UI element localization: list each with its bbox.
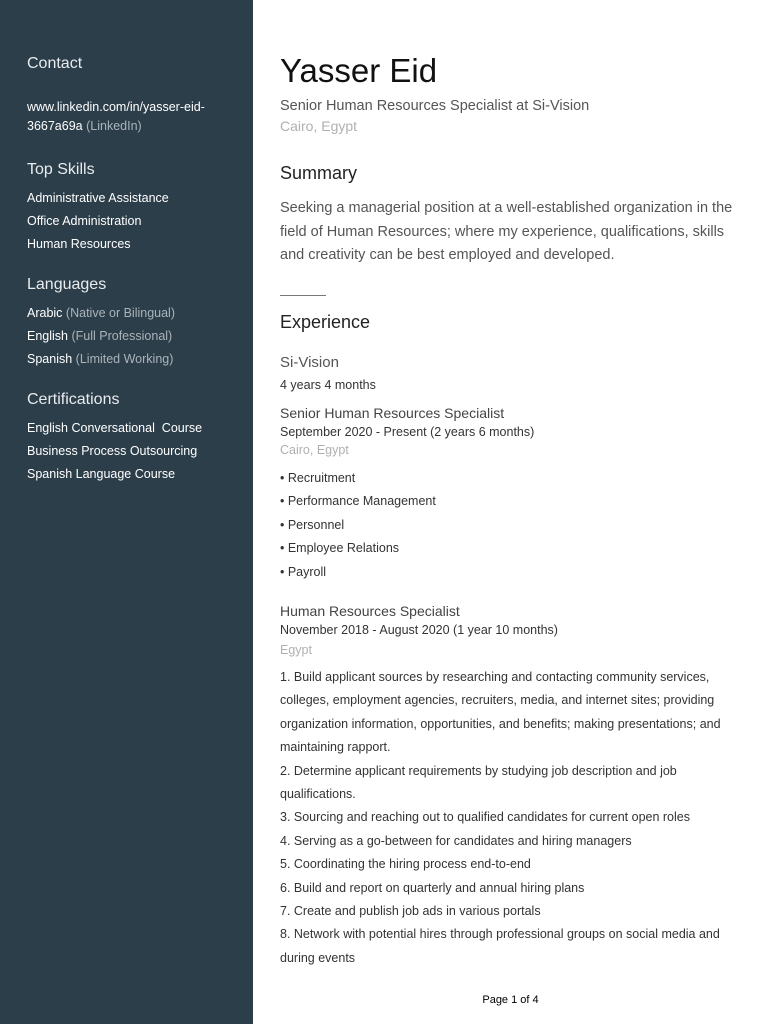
- bullet-item: • Personnel: [280, 517, 345, 532]
- role-dates: September 2020 - Present (2 years 6 months): [280, 425, 535, 439]
- certification-item: English Conversational Course: [27, 421, 203, 435]
- contact-section: [27, 55, 247, 136]
- certifications-section: [27, 391, 247, 486]
- profile-headline: Senior Human Resources Specialist at Si-Vision: [280, 98, 590, 114]
- certifications-title: Certifications: [27, 391, 120, 408]
- duty-item: 2. Determine applicant requirements by studying job description and job qualifications.: [280, 763, 677, 802]
- duty-item: 1. Build applicant sources by researching and contacting community services, colleges, employment agencies, recruiters, media, and internet sites; providing organization information, opportunities, and benefits; making presentations; and maintaining rapport.: [280, 670, 721, 755]
- role-location: Egypt: [280, 643, 312, 657]
- contact-title: Contact: [27, 55, 83, 72]
- skill-item: Office Administration: [27, 214, 142, 228]
- sidebar: [0, 0, 253, 1024]
- languages-section: [27, 276, 247, 371]
- certification-item: Spanish Language Course: [27, 467, 176, 481]
- section-divider: [280, 295, 326, 296]
- summary-title: Summary: [280, 163, 358, 183]
- duty-item: 5. Coordinating the hiring process end-to-end: [280, 857, 531, 872]
- certification-item: Business Process Outsourcing: [27, 444, 198, 458]
- company-duration: 4 years 4 months: [280, 378, 376, 392]
- language-level: (Limited Working): [75, 352, 174, 366]
- duty-item: 6. Build and report on quarterly and annual hiring plans: [280, 880, 585, 895]
- skill-item: Administrative Assistance: [27, 191, 169, 205]
- role-bullets: [280, 467, 740, 584]
- role-duties: [280, 666, 742, 970]
- bullet-item: • Recruitment: [280, 471, 356, 485]
- skills-section: [27, 161, 247, 256]
- linkedin-link[interactable]: [27, 98, 247, 136]
- language-item: [27, 302, 247, 325]
- skills-title: Top Skills: [27, 161, 95, 178]
- language-name: English: [27, 329, 68, 343]
- role-location: Cairo, Egypt: [280, 443, 349, 457]
- bullet-item: • Performance Management: [280, 494, 436, 509]
- duty-item: 3. Sourcing and reaching out to qualified candidates for current open roles: [280, 810, 690, 825]
- page-number: Page 1 of 4: [482, 994, 539, 1006]
- company-name: Si-Vision: [280, 354, 339, 371]
- duty-item: 4. Serving as a go-between for candidates and hiring managers: [280, 833, 632, 848]
- role-title: Senior Human Resources Specialist: [280, 405, 505, 421]
- role-dates: November 2018 - August 2020 (1 year 10 months): [280, 623, 558, 637]
- language-level: (Full Professional): [71, 329, 173, 343]
- role-title: Human Resources Specialist: [280, 603, 460, 619]
- language-name: Arabic: [27, 306, 63, 320]
- language-item: [27, 325, 247, 348]
- linkedin-label: (LinkedIn): [86, 119, 142, 133]
- language-item: [27, 348, 247, 371]
- duty-item: 8. Network with potential hires through professional groups on social media and during events: [280, 927, 720, 965]
- languages-title: Languages: [27, 276, 107, 293]
- bullet-item: • Payroll: [280, 564, 327, 579]
- duty-item: 7. Create and publish job ads in various portals: [280, 904, 541, 919]
- experience-title: Experience: [280, 312, 371, 332]
- language-name: Spanish: [27, 352, 73, 366]
- skill-item: Human Resources: [27, 237, 131, 251]
- profile-name: Yasser Eid: [280, 52, 438, 89]
- linkedin-url[interactable]: www.linkedin.com/in/yasser-eid-3667a69a: [27, 100, 205, 133]
- profile-location: Cairo, Egypt: [280, 118, 358, 134]
- bullet-item: • Employee Relations: [280, 541, 400, 556]
- summary-text: Seeking a managerial position at a well-established organization in the field of Human Resources; where my experience, qualifications, skills and creativity can be best employed and developed.: [280, 200, 733, 263]
- language-level: (Native or Bilingual): [65, 306, 175, 320]
